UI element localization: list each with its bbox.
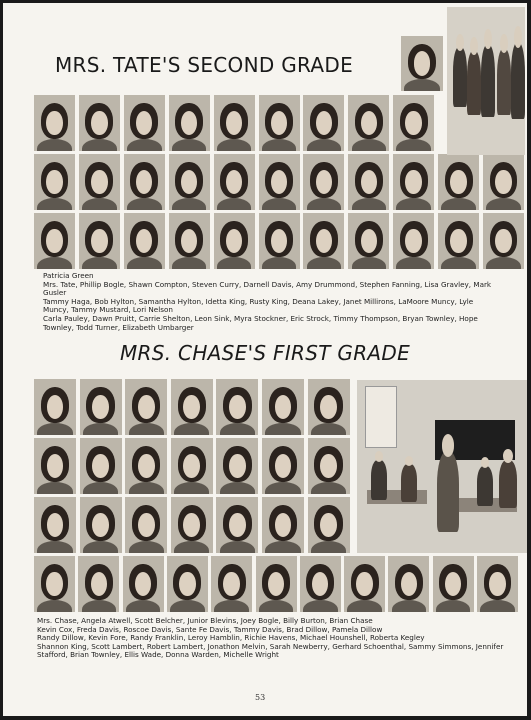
student-portrait: [80, 497, 122, 553]
student-portrait: [34, 497, 76, 553]
student-portrait: [262, 379, 304, 435]
student-portrait: [80, 379, 122, 435]
classroom-candid-photo: [357, 380, 527, 553]
student-portrait: [169, 213, 210, 269]
student-portrait: [79, 154, 120, 210]
student-portrait: [262, 438, 304, 494]
student-portrait: [308, 497, 350, 553]
student-portrait: [125, 379, 167, 435]
student-portrait: [167, 556, 208, 612]
student-portrait: [303, 95, 344, 151]
classroom-candid-photo: [447, 7, 525, 155]
student-portrait: [308, 379, 350, 435]
student-portrait: [123, 556, 164, 612]
student-portrait: [438, 154, 479, 210]
student-portrait: [124, 154, 165, 210]
student-portrait: [216, 497, 258, 553]
student-portrait: [211, 556, 252, 612]
caption-line: Kevin Cox, Freda Davis, Roscoe Davis, Sante Fe Davis, Tammy Davis, Brad Dillow, Pamela Dillow: [37, 624, 383, 634]
student-portrait: [34, 95, 75, 151]
student-portrait: [348, 95, 389, 151]
student-portrait: [214, 95, 255, 151]
caption-line: Randy Dillow, Kevin Fore, Randy Franklin, Leroy Hamblin, Richie Havens, Michael Hounshell, Roberta Kegley: [37, 633, 425, 643]
student-portrait: [214, 154, 255, 210]
student-portrait: [171, 379, 213, 435]
caption-line: Carla Pauley, Dawn Pruitt, Carrie Shelton, Leon Sink, Myra Stockner, Eric Strock, Timmy Thompson, Bryan Townley, Hope Townley, Todd Turner, Elizabeth Umbarger: [43, 313, 478, 332]
student-portrait: [34, 438, 76, 494]
student-portrait: [262, 497, 304, 553]
student-portrait: [259, 213, 300, 269]
student-portrait: [256, 556, 297, 612]
student-portrait: [34, 556, 75, 612]
student-portrait: [80, 438, 122, 494]
student-portrait: [348, 154, 389, 210]
student-portrait: [214, 213, 255, 269]
student-portrait: [259, 154, 300, 210]
student-portrait: [259, 95, 300, 151]
student-portrait: [477, 556, 518, 612]
student-portrait: [124, 95, 165, 151]
student-portrait: [169, 95, 210, 151]
student-portrait: [34, 154, 75, 210]
student-portrait: [303, 213, 344, 269]
student-portrait: [433, 556, 474, 612]
yearbook-page: [3, 3, 527, 716]
student-portrait: [79, 213, 120, 269]
caption-line: Shannon King, Scott Lambert, Robert Lambert, Jonathon Melvin, Sarah Newberry, Gerhard Schoenthal, Sammy Simmons, Jennifer Stafford, Brian Townley, Ellis Wade, Donna Warden, Michelle Wright: [37, 641, 504, 660]
caption-line: Mrs. Tate, Phillip Bogle, Shawn Compton, Steven Curry, Darnell Davis, Amy Drummond, Stephen Fanning, Lisa Gravley, Mark Gusler: [43, 279, 492, 298]
student-portrait: [79, 95, 120, 151]
caption-line: Patricia Green: [43, 271, 94, 280]
page-number: 53: [255, 693, 266, 702]
student-portrait: [300, 556, 341, 612]
student-portrait: [124, 213, 165, 269]
student-portrait: [483, 213, 524, 269]
student-portrait: [393, 213, 434, 269]
student-portrait: [401, 36, 443, 91]
caption-line: Mrs. Chase, Angela Atwell, Scott Belcher, Junior Blevins, Joey Bogle, Billy Burton, Brian Chase: [37, 616, 373, 625]
page-title-second-grade: MRS. TATE'S SECOND GRADE: [55, 53, 354, 77]
first-grade-caption: [37, 617, 517, 660]
student-portrait: [344, 556, 385, 612]
student-portrait: [388, 556, 429, 612]
student-portrait: [393, 154, 434, 210]
student-portrait: [171, 497, 213, 553]
student-portrait: [216, 379, 258, 435]
student-portrait: [308, 438, 350, 494]
student-portrait: [125, 438, 167, 494]
student-portrait: [216, 438, 258, 494]
student-portrait: [438, 213, 479, 269]
page-title-first-grade: MRS. CHASE'S FIRST GRADE: [120, 341, 411, 365]
caption-line: Tammy Haga, Bob Hylton, Samantha Hylton, Idetta King, Rusty King, Deana Lakey, Janet Millirons, LaMoore Muncy, Lyle Muncy, Tammy Mustard, Lori Nelson: [43, 296, 474, 315]
student-portrait: [125, 497, 167, 553]
second-grade-caption: [43, 272, 498, 332]
student-portrait: [78, 556, 119, 612]
student-portrait: [303, 154, 344, 210]
student-portrait: [171, 438, 213, 494]
student-portrait: [483, 154, 524, 210]
student-portrait: [34, 379, 76, 435]
student-portrait: [34, 213, 75, 269]
student-portrait: [169, 154, 210, 210]
student-portrait: [348, 213, 389, 269]
student-portrait: [393, 95, 434, 151]
